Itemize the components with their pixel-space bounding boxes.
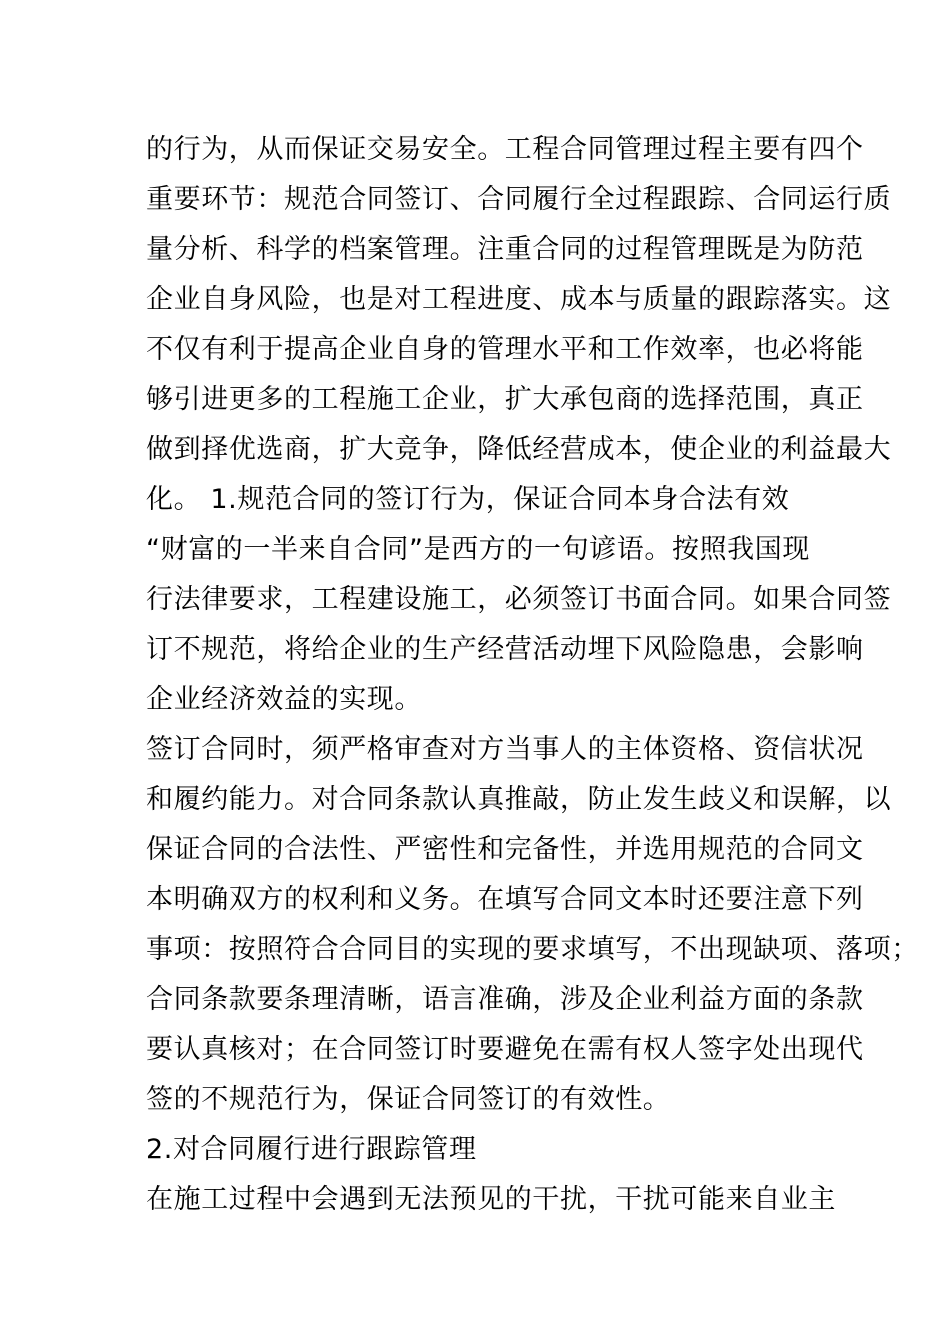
text-line: 订不规范，将给企业的生产经营活动埋下风险隐患，会影响 [146,634,864,665]
text-line: 保证合同的合法性、严密性和完备性，并选用规范的合同文 [146,834,864,865]
text-line: 和履约能力。对合同条款认真推敲，防止发生歧义和误解，以 [146,784,892,815]
text-line: 事项：按照符合合同目的实现的要求填写，不出现缺项、落项； [146,934,919,965]
text-line: 化。 1.规范合同的签订行为，保证合同本身合法有效 [146,484,790,515]
text-line: “财富的一半来自合同”是西方的一句谚语。按照我国现 [146,534,810,565]
text-line: 够引进更多的工程施工企业，扩大承包商的选择范围，真正 [146,384,864,415]
text-line: 重要环节：规范合同签订、合同履行全过程跟踪、合同运行质 [146,184,892,215]
text-line: 2.对合同履行进行跟踪管理 [146,1134,477,1165]
text-line: 要认真核对；在合同签订时要避免在需有权人签字处出现代 [146,1034,864,1065]
text-line: 量分析、科学的档案管理。注重合同的过程管理既是为防范 [146,234,864,265]
text-line: 做到择优选商，扩大竞争，降低经营成本，使企业的利益最大 [146,434,892,465]
text-line: 企业自身风险，也是对工程进度、成本与质量的跟踪落实。这 [146,284,892,315]
text-line: 本明确双方的权利和义务。在填写合同文本时还要注意下列 [146,884,864,915]
text-line: 签订合同时，须严格审查对方当事人的主体资格、资信状况 [146,734,864,765]
text-line: 不仅有利于提高企业自身的管理水平和工作效率，也必将能 [146,334,864,365]
text-line: 签的不规范行为，保证合同签订的有效性。 [146,1084,671,1115]
text-line: 行法律要求，工程建设施工，必须签订书面合同。如果合同签 [146,584,892,615]
text-line: 企业经济效益的实现。 [146,684,422,715]
text-line: 的行为，从而保证交易安全。工程合同管理过程主要有四个 [146,134,864,165]
text-line: 合同条款要条理清晰，语言准确，涉及企业利益方面的条款 [146,984,864,1015]
text-line: 在施工过程中会遇到无法预见的干扰，干扰可能来自业主 [146,1184,836,1215]
